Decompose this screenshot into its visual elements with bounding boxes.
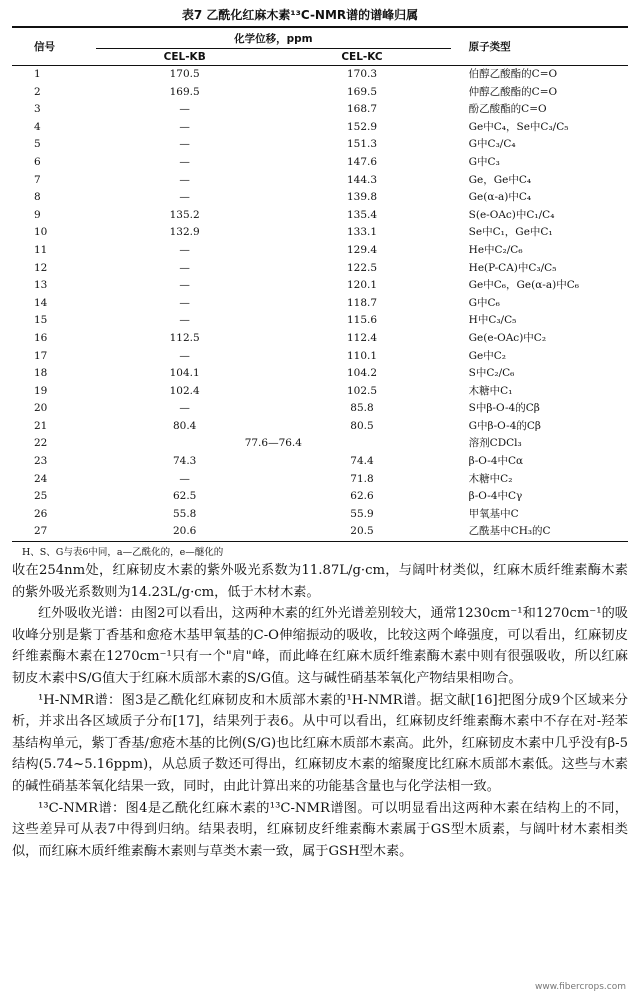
shift-cel-kc: 102.5 <box>346 384 378 397</box>
header-signal: 信号 <box>12 27 96 66</box>
atom-type: Ge中C₆，Ge(α-a)中C₆ <box>468 279 579 292</box>
signal-number: 1 <box>34 68 41 80</box>
signal-number: 17 <box>34 349 48 362</box>
atom-type: G中β-O-4的Cβ <box>468 419 541 432</box>
signal-number: 23 <box>34 455 48 468</box>
watermark: www.fibercrops.com <box>535 982 626 992</box>
signal-number: 12 <box>34 261 48 274</box>
shift-cel-kc: 110.1 <box>346 349 378 362</box>
shift-cel-kb: — <box>179 155 190 168</box>
shift-range: 77.6—76.4 <box>244 437 302 450</box>
shift-cel-kb: — <box>179 402 190 415</box>
shift-cel-kc: 55.9 <box>350 507 374 520</box>
atom-type: 仲醇乙酸酯的C=O <box>468 85 558 98</box>
atom-type: 溶剂CDCl₃ <box>468 437 522 450</box>
table-row <box>12 453 628 471</box>
shift-cel-kb: 62.5 <box>172 490 197 503</box>
header-cel-kc: CEL-KC <box>273 49 450 66</box>
shift-cel-kb: 74.3 <box>172 455 197 468</box>
shift-cel-kb: 55.8 <box>172 507 197 520</box>
atom-type: Ge，Ge中C₄ <box>468 173 532 186</box>
shift-cel-kb: 104.1 <box>169 367 200 380</box>
table-row <box>12 101 628 119</box>
table-row <box>12 295 628 313</box>
shift-cel-kc: 104.2 <box>346 367 378 380</box>
signal-number: 26 <box>34 507 48 520</box>
atom-type: H中C₃/C₅ <box>468 314 517 327</box>
atom-type: 甲氧基中C <box>468 507 519 520</box>
signal-number: 22 <box>34 437 48 450</box>
shift-cel-kc: 168.7 <box>346 103 378 116</box>
atom-type: 乙酰基中CH₃的C <box>451 523 628 541</box>
table-row <box>12 84 628 102</box>
atom-type: He中C₂/C₆ <box>468 243 523 256</box>
shift-cel-kb: 80.4 <box>172 419 197 432</box>
shift-cel-kc: 133.1 <box>346 226 378 239</box>
signal-number: 18 <box>34 367 48 380</box>
table-row <box>12 66 628 84</box>
table-row <box>12 260 628 278</box>
table-row <box>12 488 628 506</box>
atom-type: G中C₃ <box>468 155 500 168</box>
atom-type: Ge(α-a)中C₄ <box>468 191 532 204</box>
atom-type: S(e-OAc)中C₁/C₄ <box>468 208 555 221</box>
paragraph-c-nmr: ¹³C-NMR谱：图4是乙酰化红麻木素的¹³C-NMR谱图。可以明显看出这两种木素在结构上的不同，这些差异可从表7中得到归纳。结果表明，红麻韧皮纤维素酶木素属于GS型木质素，与阔叶材木素相类似，而红麻木质纤维素酶木素则与草类木素一致，属于GSH型木素。 <box>12 800 628 859</box>
shift-cel-kc: 152.9 <box>346 120 378 133</box>
shift-cel-kc: 74.4 <box>350 455 374 468</box>
shift-cel-kb: — <box>179 120 190 133</box>
signal-number: 2 <box>34 85 41 98</box>
shift-cel-kb: — <box>179 314 190 327</box>
shift-cel-kc: 129.4 <box>346 243 378 256</box>
table-row <box>12 418 628 436</box>
shift-cel-kb: — <box>179 103 190 116</box>
signal-number: 6 <box>34 155 41 168</box>
shift-cel-kb: — <box>179 296 190 309</box>
shift-cel-kb: — <box>179 472 190 485</box>
signal-number: 14 <box>34 296 48 309</box>
shift-cel-kc: 122.5 <box>346 261 378 274</box>
table-row <box>12 277 628 295</box>
shift-cel-kc: 169.5 <box>346 85 378 98</box>
atom-type: G中C₃/C₄ <box>468 138 516 151</box>
shift-cel-kb: 102.4 <box>169 384 200 397</box>
atom-type: 木糖中C₁ <box>468 384 513 397</box>
signal-number: 20 <box>34 402 48 415</box>
table-row <box>12 348 628 366</box>
nmr-assignment-table <box>12 26 628 542</box>
table-body <box>12 66 628 542</box>
signal-number: 13 <box>34 279 48 292</box>
table-footnote: H、S、G与表6中同，a—乙酰化的，e—醚化的 <box>22 547 224 559</box>
shift-cel-kc: 62.6 <box>350 490 374 503</box>
atom-type: Ge中C₂ <box>468 349 507 362</box>
table-row <box>12 435 628 453</box>
shift-cel-kc: 71.8 <box>350 472 374 485</box>
table-row <box>12 330 628 348</box>
shift-cel-kb: 132.9 <box>169 226 200 239</box>
atom-type: 木糖中C₂ <box>468 472 513 485</box>
signal-number: 25 <box>34 490 48 503</box>
table-row <box>12 365 628 383</box>
atom-type: Ge(e-OAc)中C₂ <box>468 331 547 344</box>
atom-type: He(P-CA)中C₃/C₅ <box>468 261 557 274</box>
shift-cel-kb: 135.2 <box>169 208 200 221</box>
signal-number: 21 <box>34 419 48 432</box>
table-row <box>12 471 628 489</box>
shift-cel-kc: 85.8 <box>350 402 374 415</box>
table-row <box>12 523 628 541</box>
table-row <box>12 312 628 330</box>
shift-cel-kc: 151.3 <box>346 138 378 151</box>
shift-cel-kc: 147.6 <box>346 155 378 168</box>
signal-number: 19 <box>34 384 48 397</box>
table-caption: 表7 乙酰化红麻木素¹³C-NMR谱的谱峰归属 <box>181 8 419 22</box>
shift-cel-kb: — <box>179 349 190 362</box>
header-cel-kb: CEL-KB <box>96 49 273 66</box>
shift-cel-kb: 169.5 <box>169 85 200 98</box>
shift-cel-kb: 112.5 <box>169 331 200 344</box>
signal-number: 11 <box>34 243 48 256</box>
shift-cel-kc: 144.3 <box>346 173 378 186</box>
shift-cel-kc: 170.3 <box>346 68 378 80</box>
atom-type: β-O-4中Cγ <box>468 490 523 503</box>
table-row <box>12 119 628 137</box>
table-row <box>12 172 628 190</box>
shift-cel-kb: — <box>179 191 190 204</box>
table-row <box>12 136 628 154</box>
atom-type: S中C₂/C₆ <box>468 367 515 380</box>
atom-type: Ge中C₄，Se中C₃/C₅ <box>468 120 569 133</box>
signal-number: 7 <box>34 173 41 186</box>
shift-cel-kc: 135.4 <box>346 208 378 221</box>
signal-number: 4 <box>34 120 41 133</box>
atom-type: S中β-O-4的Cβ <box>468 402 540 415</box>
signal-number: 10 <box>34 226 48 239</box>
paragraph-uv: 收在254nm处，红麻韧皮木素的紫外吸光系数为11.87L/g·cm，与阔叶材类似，红麻木质纤维素酶木素的紫外吸光系数则为14.23L/g·cm，低于木材木素。 <box>12 563 628 600</box>
shift-cel-kc: 115.6 <box>346 314 378 327</box>
shift-cel-kb: — <box>179 173 190 186</box>
shift-cel-kc: 120.1 <box>346 279 378 292</box>
signal-number: 15 <box>34 314 48 327</box>
table-row <box>12 506 628 524</box>
header-atom-type: 原子类型 <box>451 27 628 66</box>
signal-number: 3 <box>34 103 41 116</box>
shift-cel-kc: 20.5 <box>273 523 450 541</box>
atom-type: G中C₆ <box>468 296 500 309</box>
table-row <box>12 154 628 172</box>
signal-number: 9 <box>34 208 41 221</box>
shift-cel-kc: 139.8 <box>346 191 378 204</box>
table-row <box>12 400 628 418</box>
table-row <box>12 242 628 260</box>
atom-type: β-O-4中Cα <box>468 455 524 468</box>
signal-number: 27 <box>12 523 96 541</box>
table-row <box>12 207 628 225</box>
header-chemical-shift: 化学位移，ppm <box>96 27 451 49</box>
atom-type: Se中C₁，Ge中C₁ <box>468 226 553 239</box>
paragraph-h-nmr: ¹H-NMR谱：图3是乙酰化红麻韧皮和木质部木素的¹H-NMR谱。据文献[16]把图分成9个区域来分析，并求出各区域质子分布[17]，结果列于表6。从中可以看出，红麻韧皮纤维素酶木素中不存在对-羟苯基结构单元，紫丁香基/愈疮木基的比例(S/G)也比红麻木质部木素高。此外，红麻韧皮木素中几乎没有β-5结构(5.74~5.16ppm)，从总质子数还可得出，红麻韧皮木素的缩聚度比红麻木质部木素低。这些与木素的碱性硝基苯氧化结果一致，同时，由此计算出来的功能基含量也与化学法相一致。 <box>12 692 628 794</box>
shift-cel-kc: 118.7 <box>346 296 378 309</box>
signal-number: 8 <box>34 191 41 204</box>
atom-type: 酚乙酸酯的C=O <box>468 103 547 116</box>
paragraph-ir: 红外吸收光谱：由图2可以看出，这两种木素的红外光谱差别较大，通常1230cm⁻¹和1270cm⁻¹的吸收峰分别是紫丁香基和愈疮木基甲氧基的C-O伸缩振动的吸收，比较这两个峰强度，可以看出，红麻韧皮纤维素酶木素在1270cm⁻¹只有一个"肩"峰，而此峰在红麻木质纤维素酶木素中则有很强吸收，所以红麻韧皮木素中S/G值大于红麻木质部木素的S/G值。这与碱性硝基苯氧化产物结果相吻合。 <box>12 606 628 686</box>
shift-cel-kc: 80.5 <box>350 419 374 432</box>
signal-number: 5 <box>34 138 41 151</box>
table-row <box>12 224 628 242</box>
shift-cel-kb: — <box>179 138 190 151</box>
shift-cel-kc: 112.4 <box>346 331 378 344</box>
atom-type: 伯醇乙酸酯的C=O <box>468 68 558 80</box>
shift-cel-kb: — <box>179 243 190 256</box>
shift-cel-kb: 170.5 <box>169 68 200 80</box>
table-row <box>12 189 628 207</box>
table-row <box>12 383 628 401</box>
shift-cel-kb: — <box>179 261 190 274</box>
signal-number: 24 <box>34 472 48 485</box>
shift-cel-kb: — <box>179 279 190 292</box>
signal-number: 16 <box>34 331 48 344</box>
shift-cel-kb: 20.6 <box>96 523 273 541</box>
